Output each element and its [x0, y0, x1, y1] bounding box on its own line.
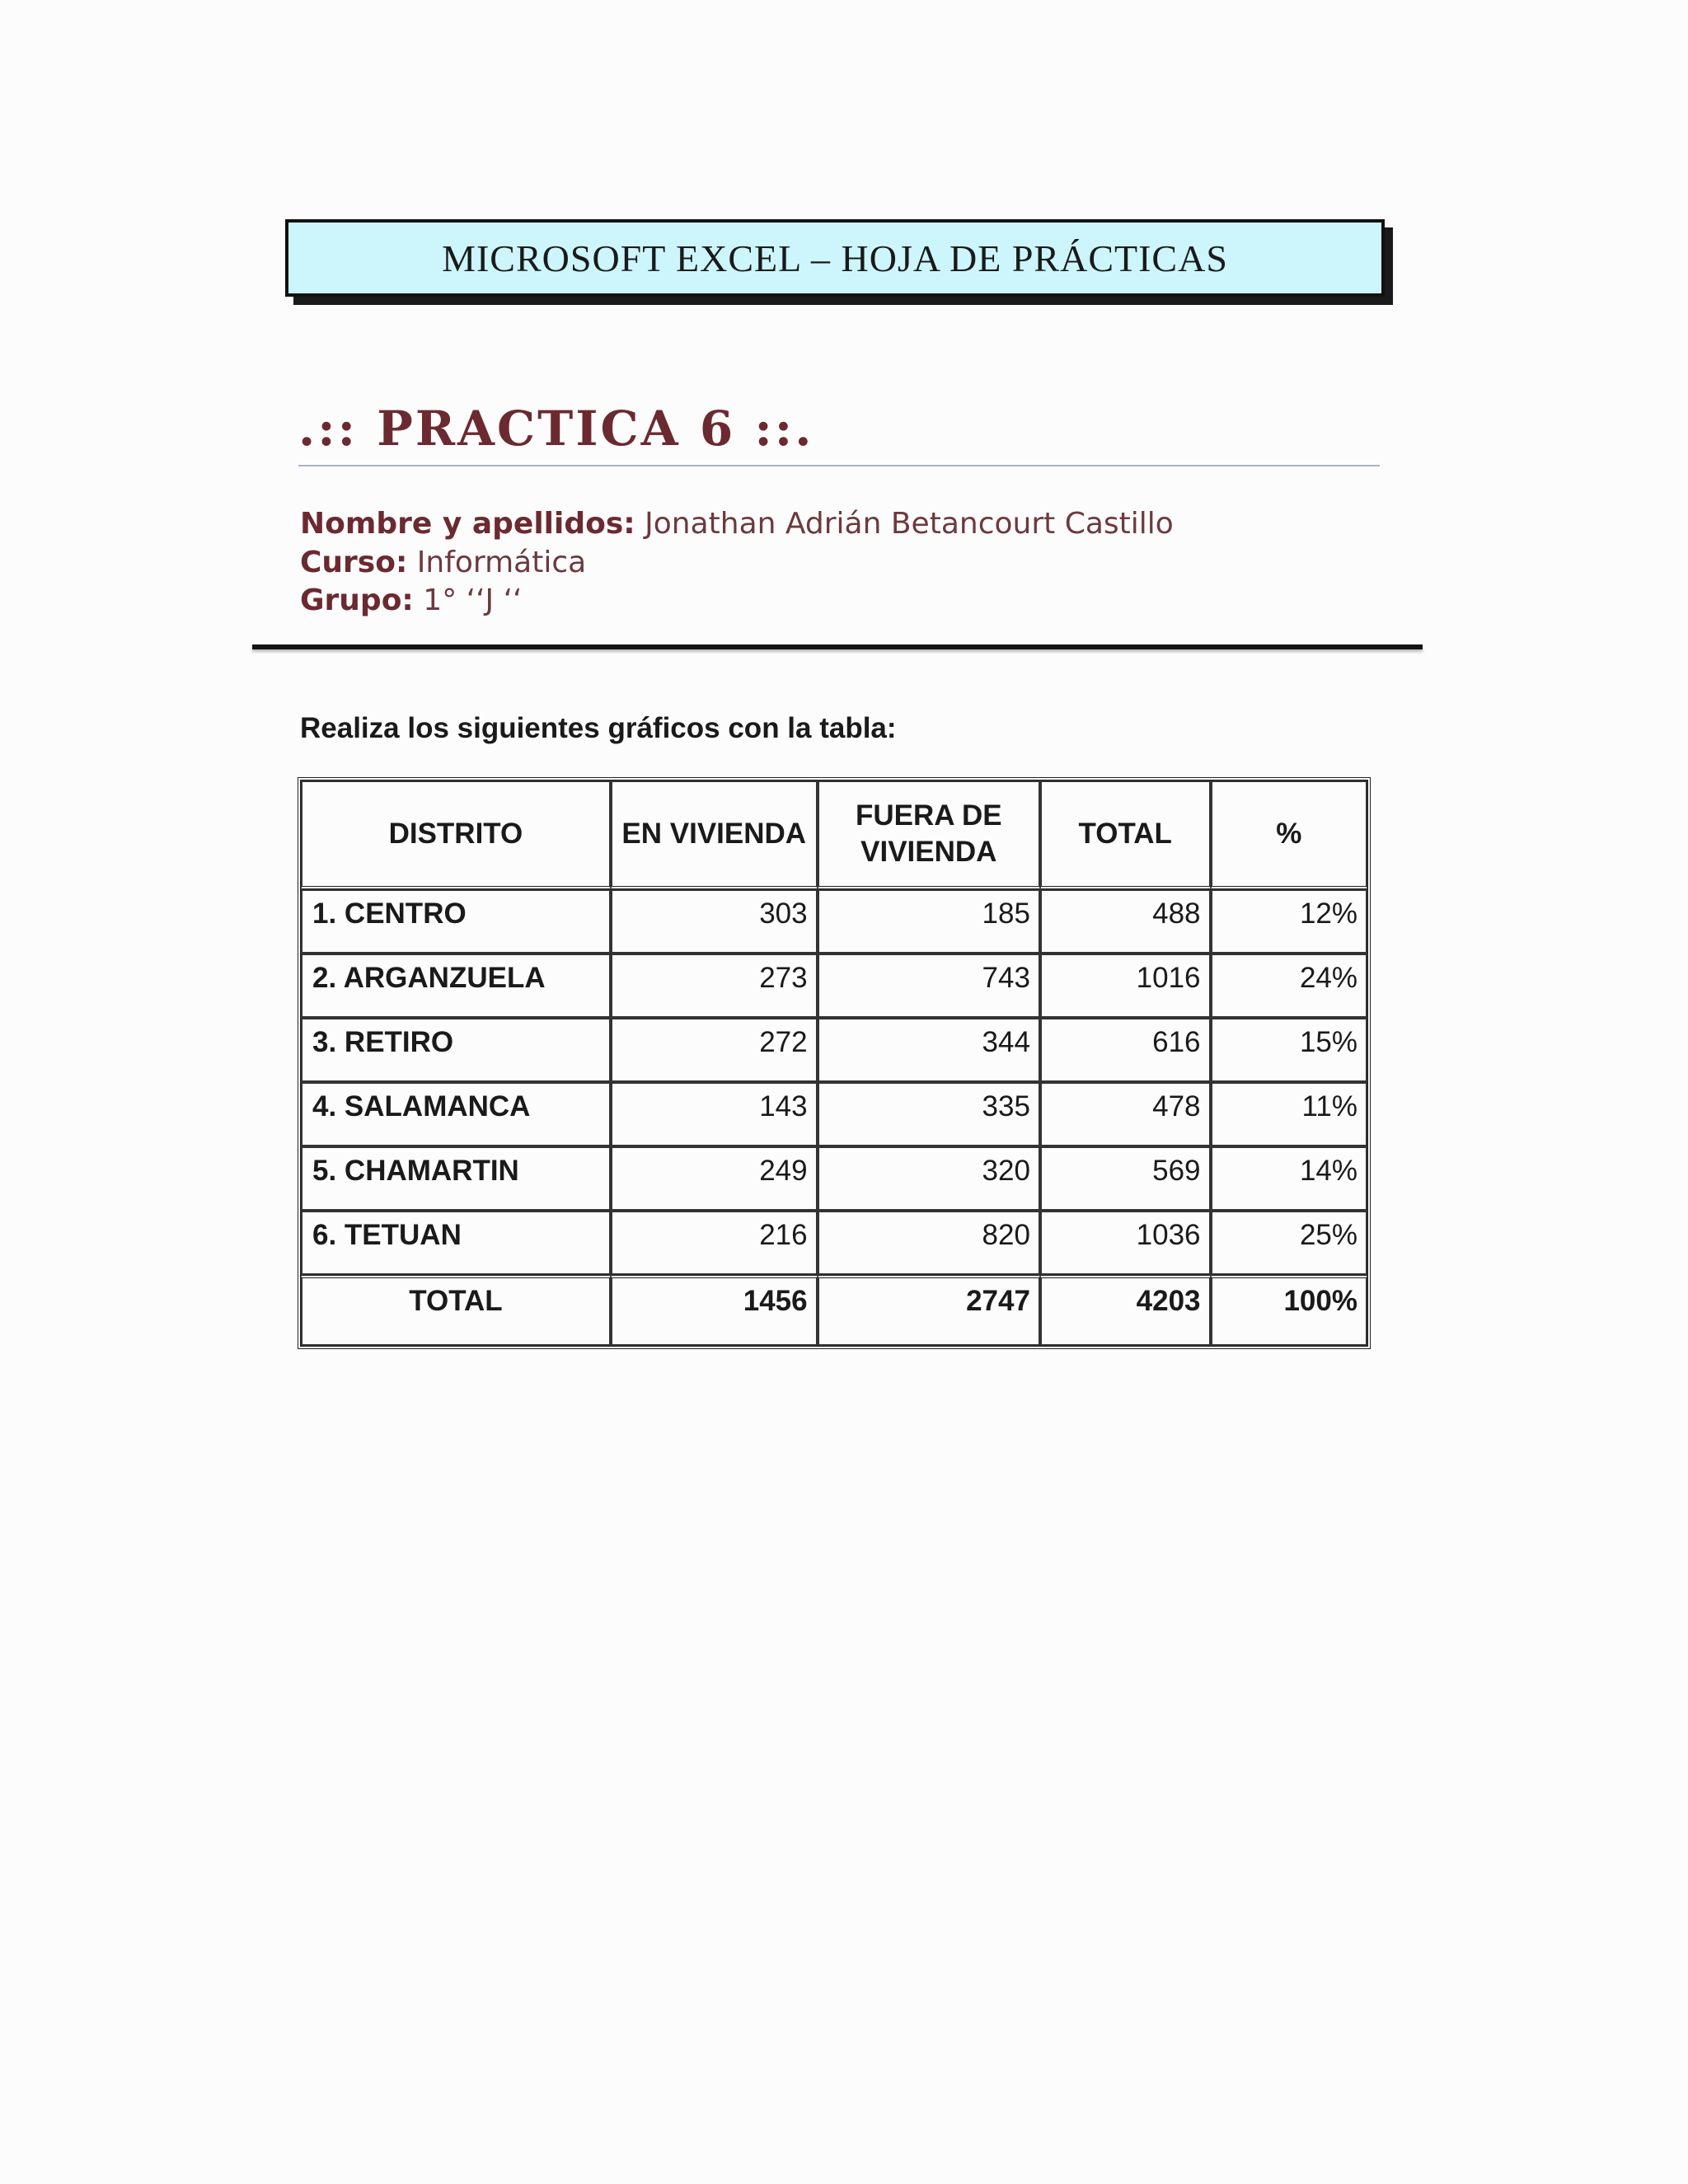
course-label: Curso:	[300, 546, 408, 579]
cell-en-vivienda: 273	[611, 954, 818, 1018]
total-percent: 100%	[1211, 1275, 1367, 1346]
cell-en-vivienda: 303	[611, 889, 818, 954]
cell-distrito: 3. RETIRO	[301, 1018, 611, 1082]
cell-total: 616	[1040, 1018, 1211, 1082]
cell-distrito: 6. TETUAN	[301, 1211, 611, 1275]
cell-distrito: 5. CHAMARTIN	[301, 1146, 611, 1211]
document-title-box	[285, 219, 1385, 297]
group-line	[300, 583, 522, 619]
name-label: Nombre y apellidos:	[300, 507, 635, 541]
cell-percent: 11%	[1211, 1082, 1367, 1146]
cell-fuera-de-vivienda: 743	[818, 954, 1040, 1018]
header-percent: %	[1211, 780, 1367, 889]
cell-distrito: 2. ARGANZUELA	[301, 954, 611, 1018]
header-total: TOTAL	[1040, 780, 1211, 889]
cell-total: 488	[1040, 889, 1211, 954]
header-distrito: DISTRITO	[301, 780, 611, 889]
practice-heading: .:: PRACTICA 6 ::.	[298, 401, 814, 457]
cell-distrito: 4. SALAMANCA	[301, 1082, 611, 1146]
cell-percent: 25%	[1211, 1211, 1367, 1275]
table-row	[301, 1211, 1367, 1275]
table-header-row	[301, 780, 1367, 889]
document-title: MICROSOFT EXCEL – HOJA DE PRÁCTICAS	[442, 237, 1228, 279]
cell-distrito: 1. CENTRO	[301, 889, 611, 954]
cell-total: 478	[1040, 1082, 1211, 1146]
course-line	[300, 545, 586, 581]
cell-en-vivienda: 249	[611, 1146, 818, 1211]
group-value: 1° ‘‘J ‘‘	[413, 583, 523, 617]
table-row	[301, 1146, 1367, 1211]
student-name-line	[300, 506, 1174, 542]
group-label: Grupo:	[300, 583, 414, 617]
cell-total: 1036	[1040, 1211, 1211, 1275]
cell-fuera-de-vivienda: 344	[818, 1018, 1040, 1082]
header-en-vivienda: EN VIVIENDA	[611, 780, 818, 889]
header-fuera-de-vivienda: FUERA DE VIVIENDA	[818, 780, 1040, 889]
cell-en-vivienda: 272	[611, 1018, 818, 1082]
course-value: Informática	[407, 546, 587, 579]
total-label: TOTAL	[301, 1275, 611, 1346]
cell-en-vivienda: 143	[611, 1082, 818, 1146]
heading-divider	[298, 465, 1380, 466]
cell-fuera-de-vivienda: 820	[818, 1211, 1040, 1275]
total-fuera-de-vivienda: 2747	[818, 1275, 1040, 1346]
cell-percent: 12%	[1211, 889, 1367, 954]
name-value: Jonathan Adrián Betancourt Castillo	[635, 507, 1174, 541]
table-row	[301, 1018, 1367, 1082]
table-total-row	[301, 1275, 1367, 1346]
cell-fuera-de-vivienda: 335	[818, 1082, 1040, 1146]
cell-percent: 24%	[1211, 954, 1367, 1018]
cell-total: 1016	[1040, 954, 1211, 1018]
cell-en-vivienda: 216	[611, 1211, 818, 1275]
cell-fuera-de-vivienda: 320	[818, 1146, 1040, 1211]
table-row	[301, 1082, 1367, 1146]
cell-fuera-de-vivienda: 185	[818, 889, 1040, 954]
table-row	[301, 889, 1367, 954]
instruction-text: Realiza los siguientes gráficos con la tabla:	[300, 712, 897, 744]
table-row	[301, 954, 1367, 1018]
cell-percent: 15%	[1211, 1018, 1367, 1082]
district-data-table	[298, 777, 1371, 1349]
cell-total: 569	[1040, 1146, 1211, 1211]
total-en-vivienda: 1456	[611, 1275, 818, 1346]
section-divider	[252, 644, 1423, 649]
total-total: 4203	[1040, 1275, 1211, 1346]
cell-percent: 14%	[1211, 1146, 1367, 1211]
